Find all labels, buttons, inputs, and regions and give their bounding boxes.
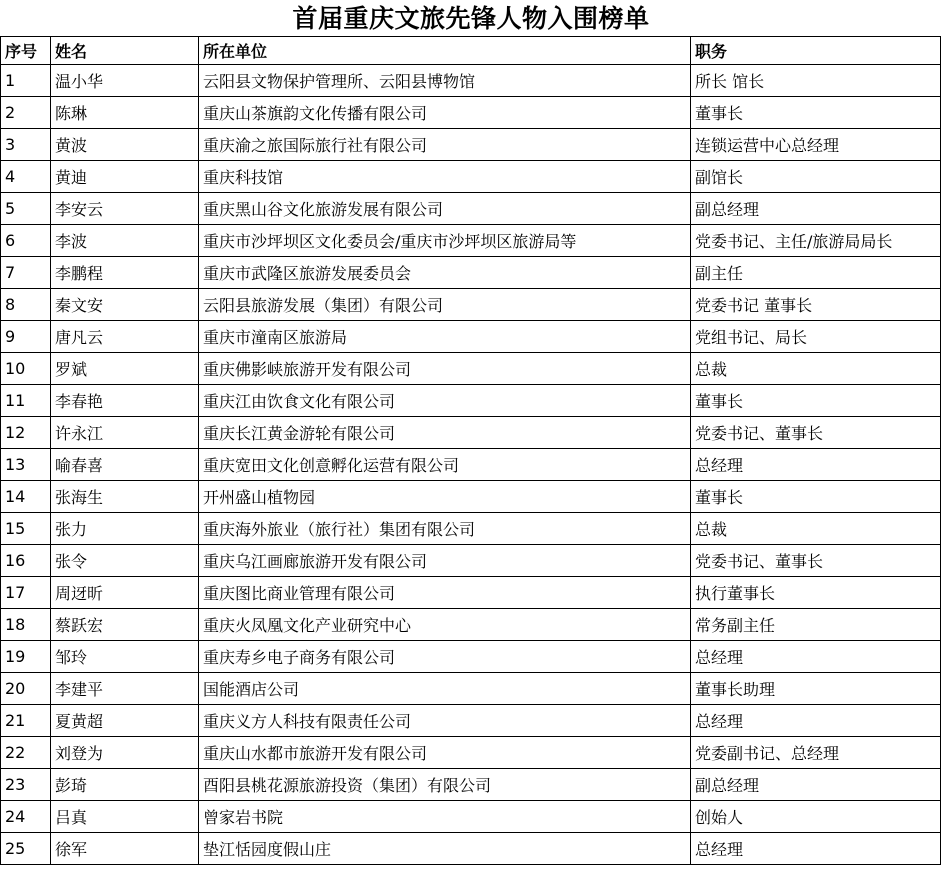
cell-position: 董事长 — [691, 385, 941, 417]
cell-name: 秦文安 — [51, 289, 199, 321]
cell-index: 17 — [1, 577, 51, 609]
cell-index: 8 — [1, 289, 51, 321]
cell-position: 党委书记 董事长 — [691, 289, 941, 321]
cell-organization: 垫江恬园度假山庄 — [199, 833, 691, 865]
table-row — [1, 481, 941, 513]
cell-name: 彭琦 — [51, 769, 199, 801]
cell-organization: 重庆山茶旗韵文化传播有限公司 — [199, 97, 691, 129]
cell-position: 党委副书记、总经理 — [691, 737, 941, 769]
cell-name: 李波 — [51, 225, 199, 257]
table-row — [1, 353, 941, 385]
cell-name: 黄波 — [51, 129, 199, 161]
header-name: 姓名 — [51, 37, 199, 65]
cell-organization: 重庆长江黄金游轮有限公司 — [199, 417, 691, 449]
cell-position: 总裁 — [691, 513, 941, 545]
cell-position: 党委书记、董事长 — [691, 545, 941, 577]
table-row — [1, 385, 941, 417]
cell-name: 邹玲 — [51, 641, 199, 673]
cell-position: 副馆长 — [691, 161, 941, 193]
cell-index: 20 — [1, 673, 51, 705]
table-row — [1, 513, 941, 545]
table-row — [1, 609, 941, 641]
cell-name: 张力 — [51, 513, 199, 545]
cell-index: 1 — [1, 65, 51, 97]
cell-organization: 云阳县文物保护管理所、云阳县博物馆 — [199, 65, 691, 97]
cell-organization: 重庆图比商业管理有限公司 — [199, 577, 691, 609]
cell-index: 21 — [1, 705, 51, 737]
cell-position: 副总经理 — [691, 769, 941, 801]
cell-name: 李鹏程 — [51, 257, 199, 289]
cell-index: 16 — [1, 545, 51, 577]
cell-index: 15 — [1, 513, 51, 545]
cell-name: 夏黄超 — [51, 705, 199, 737]
cell-organization: 重庆渝之旅国际旅行社有限公司 — [199, 129, 691, 161]
header-organization: 所在单位 — [199, 37, 691, 65]
cell-name: 许永江 — [51, 417, 199, 449]
cell-index: 3 — [1, 129, 51, 161]
cell-index: 2 — [1, 97, 51, 129]
cell-organization: 重庆科技馆 — [199, 161, 691, 193]
table-row — [1, 641, 941, 673]
table-row — [1, 193, 941, 225]
cell-position: 董事长 — [691, 481, 941, 513]
cell-organization: 重庆宽田文化创意孵化运营有限公司 — [199, 449, 691, 481]
table-row — [1, 321, 941, 353]
table-row — [1, 801, 941, 833]
table-row — [1, 129, 941, 161]
cell-position: 副主任 — [691, 257, 941, 289]
cell-organization: 重庆佛影峡旅游开发有限公司 — [199, 353, 691, 385]
cell-organization: 酉阳县桃花源旅游投资（集团）有限公司 — [199, 769, 691, 801]
cell-organization: 重庆黑山谷文化旅游发展有限公司 — [199, 193, 691, 225]
cell-organization: 云阳县旅游发展（集团）有限公司 — [199, 289, 691, 321]
cell-position: 董事长 — [691, 97, 941, 129]
cell-name: 李安云 — [51, 193, 199, 225]
cell-position: 党组书记、局长 — [691, 321, 941, 353]
cell-organization: 重庆市潼南区旅游局 — [199, 321, 691, 353]
cell-index: 5 — [1, 193, 51, 225]
cell-name: 周迓昕 — [51, 577, 199, 609]
cell-position: 连锁运营中心总经理 — [691, 129, 941, 161]
cell-organization: 曾家岩书院 — [199, 801, 691, 833]
table-row — [1, 225, 941, 257]
cell-name: 张令 — [51, 545, 199, 577]
cell-position: 总经理 — [691, 833, 941, 865]
cell-index: 23 — [1, 769, 51, 801]
cell-name: 刘登为 — [51, 737, 199, 769]
cell-name: 张海生 — [51, 481, 199, 513]
cell-index: 10 — [1, 353, 51, 385]
cell-organization: 重庆乌江画廊旅游开发有限公司 — [199, 545, 691, 577]
table-body — [1, 65, 941, 865]
cell-name: 温小华 — [51, 65, 199, 97]
cell-name: 陈琳 — [51, 97, 199, 129]
cell-position: 党委书记、主任/旅游局局长 — [691, 225, 941, 257]
cell-index: 13 — [1, 449, 51, 481]
cell-index: 9 — [1, 321, 51, 353]
cell-index: 19 — [1, 641, 51, 673]
table-row — [1, 289, 941, 321]
cell-index: 25 — [1, 833, 51, 865]
cell-position: 总裁 — [691, 353, 941, 385]
cell-index: 11 — [1, 385, 51, 417]
cell-name: 蔡跃宏 — [51, 609, 199, 641]
cell-name: 李春艳 — [51, 385, 199, 417]
cell-organization: 重庆火凤凰文化产业研究中心 — [199, 609, 691, 641]
cell-position: 常务副主任 — [691, 609, 941, 641]
table-row — [1, 737, 941, 769]
table-row — [1, 97, 941, 129]
cell-index: 6 — [1, 225, 51, 257]
cell-index: 4 — [1, 161, 51, 193]
header-row — [1, 37, 941, 65]
table-row — [1, 449, 941, 481]
cell-organization: 开州盛山植物园 — [199, 481, 691, 513]
cell-position: 副总经理 — [691, 193, 941, 225]
page-title: 首届重庆文旅先锋人物入围榜单 — [292, 4, 650, 33]
table-row — [1, 417, 941, 449]
cell-position: 党委书记、董事长 — [691, 417, 941, 449]
cell-index: 22 — [1, 737, 51, 769]
cell-position: 总经理 — [691, 449, 941, 481]
cell-position: 董事长助理 — [691, 673, 941, 705]
cell-name: 吕真 — [51, 801, 199, 833]
cell-position: 所长 馆长 — [691, 65, 941, 97]
cell-name: 李建平 — [51, 673, 199, 705]
table-row — [1, 577, 941, 609]
cell-index: 14 — [1, 481, 51, 513]
table-row — [1, 833, 941, 865]
cell-index: 12 — [1, 417, 51, 449]
cell-organization: 重庆市沙坪坝区文化委员会/重庆市沙坪坝区旅游局等 — [199, 225, 691, 257]
cell-position: 执行董事长 — [691, 577, 941, 609]
table-row — [1, 769, 941, 801]
cell-index: 24 — [1, 801, 51, 833]
cell-name: 喻春喜 — [51, 449, 199, 481]
cell-name: 罗斌 — [51, 353, 199, 385]
cell-name: 徐军 — [51, 833, 199, 865]
table-row — [1, 161, 941, 193]
cell-position: 总经理 — [691, 705, 941, 737]
cell-name: 黄迪 — [51, 161, 199, 193]
table-row — [1, 705, 941, 737]
cell-organization: 国能酒店公司 — [199, 673, 691, 705]
header-position: 职务 — [691, 37, 941, 65]
header-index: 序号 — [1, 37, 51, 65]
cell-name: 唐凡云 — [51, 321, 199, 353]
table-row — [1, 673, 941, 705]
table-row — [1, 257, 941, 289]
cell-organization: 重庆市武隆区旅游发展委员会 — [199, 257, 691, 289]
cell-index: 18 — [1, 609, 51, 641]
nominee-table — [0, 36, 941, 865]
cell-position: 总经理 — [691, 641, 941, 673]
cell-organization: 重庆海外旅业（旅行社）集团有限公司 — [199, 513, 691, 545]
cell-organization: 重庆义方人科技有限责任公司 — [199, 705, 691, 737]
cell-organization: 重庆寿乡电子商务有限公司 — [199, 641, 691, 673]
cell-position: 创始人 — [691, 801, 941, 833]
cell-index: 7 — [1, 257, 51, 289]
table-row — [1, 65, 941, 97]
cell-organization: 重庆江由饮食文化有限公司 — [199, 385, 691, 417]
cell-organization: 重庆山水都市旅游开发有限公司 — [199, 737, 691, 769]
table-row — [1, 545, 941, 577]
